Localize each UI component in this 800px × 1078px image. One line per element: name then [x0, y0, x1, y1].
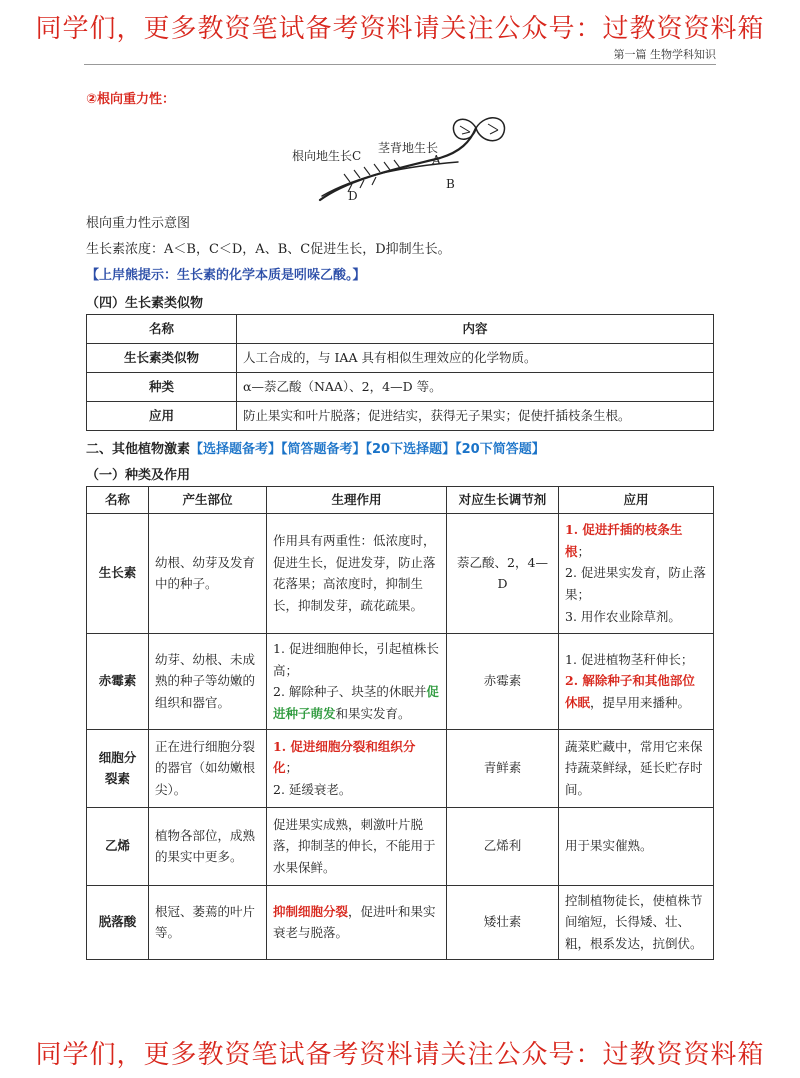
- hormone-name: 乙烯: [87, 807, 149, 885]
- effect-highlight: 1. 促进细胞分裂和组织分化: [273, 738, 416, 776]
- growth-regulator: 乙烯利: [447, 807, 559, 885]
- root-hair: [344, 174, 350, 182]
- root-hair: [354, 170, 360, 178]
- concentration-statement: 生长素浓度：A＜B，C＜D，A、B、C促进生长，D抑制生长。: [86, 242, 451, 257]
- chapter-header: 第一篇 生物学科知识: [613, 48, 716, 61]
- tip-note: 【上岸熊提示：生长素的化学本质是吲哚乙酸。】: [86, 268, 366, 283]
- hormone-name: 脱落酸: [87, 885, 149, 959]
- table-row: [87, 373, 714, 402]
- lower-stem-line: [322, 162, 458, 196]
- table-row-auxin: [87, 513, 714, 633]
- effect-text: 和果实发育。: [335, 706, 411, 722]
- exam-tags: 【选择题备考】【简答题备考】【20下选择题】【20下简答题】: [190, 442, 545, 457]
- header-rule: [84, 64, 716, 65]
- header-cell: 名称: [87, 487, 149, 514]
- growth-regulator: 赤霉素: [447, 633, 559, 729]
- application: [559, 513, 714, 633]
- application: [559, 633, 714, 729]
- auxin-analog-table: [86, 314, 714, 431]
- root-gravity-diagram: [290, 108, 530, 208]
- physiological-effect: 作用具有两重性：低浓度时，促进生长，促进发芽，防止落花落果；高浓度时，抑制生长，抑制发芽，疏花疏果。: [267, 513, 447, 633]
- diagram-caption: 根向重力性示意图: [86, 216, 191, 231]
- hormone-name: 赤霉素: [87, 633, 149, 729]
- plant-hormone-table: [86, 486, 714, 960]
- label-d: D: [348, 189, 358, 203]
- section-two-title: [86, 438, 545, 457]
- row-name: 应用: [87, 402, 237, 431]
- physiological-effect: [267, 885, 447, 959]
- header-cell: 应用: [559, 487, 714, 514]
- effect-text: ；: [285, 760, 299, 776]
- row-name: 种类: [87, 373, 237, 402]
- label-b: B: [446, 177, 455, 191]
- application-text: 2. 促进果实发育，防止落果；: [565, 565, 706, 603]
- effect-text: 2. 解除种子、块茎的休眠并: [273, 684, 427, 700]
- leaf-veins: [460, 124, 498, 134]
- growth-regulator: 青鲜素: [447, 729, 559, 807]
- application-highlight: 1. 促进扦插的枝条生根: [565, 521, 683, 559]
- application-text: ；: [577, 543, 591, 559]
- table-row: [87, 344, 714, 373]
- label-a: A: [432, 153, 441, 167]
- table-row-gibberellin: [87, 633, 714, 729]
- hormone-name: 生长素: [87, 513, 149, 633]
- effect-text: 1. 促进细胞伸长，引起植株长高；: [273, 640, 439, 678]
- effect-highlight: 促进种子萌发: [273, 684, 439, 722]
- root-hair: [360, 180, 364, 188]
- header-cell: 对应生长调节剂: [447, 487, 559, 514]
- section-four-title: （四）生长素类似物: [86, 296, 204, 311]
- physiological-effect: 促进果实成熟，刺激叶片脱落，抑制茎的伸长，不能用于水果保鲜。: [267, 807, 447, 885]
- application: 蔬菜贮藏中，常用它来保持蔬菜鲜绿，延长贮存时间。: [559, 729, 714, 807]
- application-text: 1. 促进植物茎秆伸长；: [565, 651, 694, 667]
- production-site: 正在进行细胞分裂的器官（如幼嫩根尖）。: [149, 729, 267, 807]
- label-stem-up: 茎背地生长: [378, 141, 439, 155]
- physiological-effect: [267, 729, 447, 807]
- leaf-right: [476, 118, 504, 141]
- root-gravity-heading: ②根向重力性：: [86, 92, 176, 107]
- top-banner: 同学们，更多教资笔试备考资料请关注公众号：过教资资料箱: [35, 14, 765, 44]
- table-row-ethylene: [87, 807, 714, 885]
- header-cell: 产生部位: [149, 487, 267, 514]
- application-text: 3. 用作农业除草剂。: [565, 609, 681, 625]
- table-row: [87, 402, 714, 431]
- header-cell: 生理作用: [267, 487, 447, 514]
- subsection-one-title: （一）种类及作用: [86, 468, 191, 483]
- growth-regulator: 矮壮素: [447, 885, 559, 959]
- application-highlight: 2. 解除种子和其他部位休眠: [565, 673, 695, 711]
- production-site: 幼根、幼芽及发育中的种子。: [149, 513, 267, 633]
- root-hair: [394, 160, 400, 168]
- row-content: 人工合成的，与 IAA 具有相似生理效应的化学物质。: [237, 344, 714, 373]
- physiological-effect: [267, 633, 447, 729]
- application-text: ，提早用来播种。: [590, 695, 691, 711]
- root-hair: [374, 164, 380, 172]
- table-row-abscisic-acid: [87, 885, 714, 959]
- section-two-label: 二、其他植物激素: [86, 442, 191, 457]
- label-root-down-c: 根向地生长C: [292, 149, 362, 163]
- row-name: 生长素类似物: [87, 344, 237, 373]
- effect-text: 2. 延缓衰老。: [273, 782, 352, 798]
- row-content: α—萘乙酸（NAA）、2，4—D 等。: [237, 373, 714, 402]
- root-hair: [372, 177, 376, 185]
- root-hair: [364, 167, 370, 175]
- table-header-row: [87, 315, 714, 344]
- production-site: 植物各部位，成熟的果实中更多。: [149, 807, 267, 885]
- header-cell: 名称: [87, 315, 237, 344]
- production-site: 幼芽、幼根、未成熟的种子等幼嫩的组织和器官。: [149, 633, 267, 729]
- production-site: 根冠、萎蔫的叶片等。: [149, 885, 267, 959]
- growth-regulator: 萘乙酸、2，4—D: [447, 513, 559, 633]
- effect-text: ，促进叶和果实衰老与脱落。: [273, 903, 436, 941]
- application: 用于果实催熟。: [559, 807, 714, 885]
- table-row-cytokinin: [87, 729, 714, 807]
- table-header-row: [87, 487, 714, 514]
- hormone-name: 细胞分裂素: [87, 729, 149, 807]
- row-content: 防止果实和叶片脱落；促进结实，获得无子果实；促使扦插枝条生根。: [237, 402, 714, 431]
- effect-highlight: 抑制细胞分裂: [273, 903, 349, 919]
- bottom-banner: 同学们，更多教资笔试备考资料请关注公众号：过教资资料箱: [35, 1040, 765, 1070]
- root-hair: [384, 162, 390, 170]
- header-cell: 内容: [237, 315, 714, 344]
- application: 控制植物徒长，使植株节间缩短，长得矮、壮、粗，根系发达，抗倒伏。: [559, 885, 714, 959]
